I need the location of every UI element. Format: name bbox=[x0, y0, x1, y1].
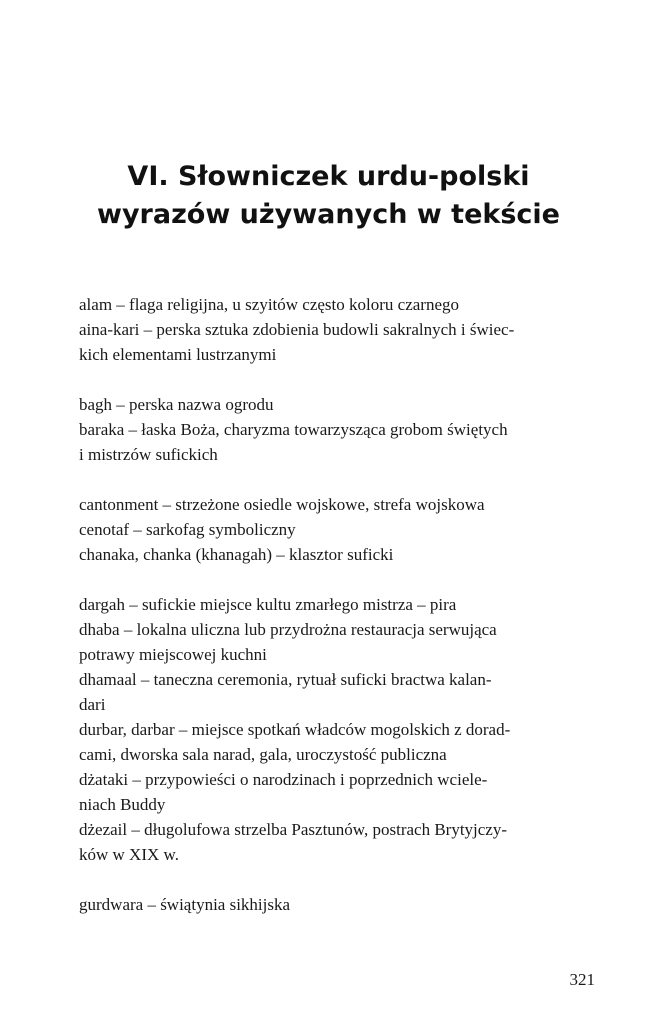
glossary-entry-aina-kari: aina-kari – perska sztuka zdobienia budowli sakralnych i świec- kich elementami lustrzanymi bbox=[79, 320, 515, 364]
glossary-group-a bbox=[79, 292, 595, 367]
chapter-title-line-2: wyrazów używanych w tekście bbox=[97, 199, 560, 230]
page-number: 321 bbox=[569, 970, 595, 989]
glossary-entry-alam: alam – flaga religijna, u szyitów często koloru czarnego bbox=[79, 295, 459, 314]
glossary-entry-dzezail: dżezail – długolufowa strzelba Pasztunów, postrach Brytyjczy- ków w XIX w. bbox=[79, 820, 508, 864]
glossary-entry-baraka: baraka – łaska Boża, charyzma towarzysząca grobom świętych i mistrzów sufickich bbox=[79, 420, 508, 464]
glossary-entry-dhaba: dhaba – lokalna uliczna lub przydrożna restauracja serwująca potrawy miejscowej kuchni bbox=[79, 620, 497, 664]
chapter-title-line-1: VI. Słowniczek urdu-polski bbox=[127, 161, 530, 192]
glossary-group-g bbox=[79, 892, 595, 917]
glossary-entry-bagh: bagh – perska nazwa ogrodu bbox=[79, 395, 274, 414]
glossary-entry-chanaka: chanaka, chanka (khanagah) – klasztor suficki bbox=[79, 545, 394, 564]
glossary-entry-gurdwara: gurdwara – świątynia sikhijska bbox=[79, 895, 291, 914]
glossary-list bbox=[79, 292, 595, 942]
glossary-group-d bbox=[79, 592, 595, 867]
glossary-entry-durbar: durbar, darbar – miejsce spotkań władców mogolskich z dorad- cami, dworska sala narad, gala, uroczystość publiczna bbox=[79, 720, 511, 764]
glossary-entry-dzataki: dżataki – przypowieści o narodzinach i poprzednich wciele- niach Buddy bbox=[79, 770, 488, 814]
glossary-entry-dhamaal: dhamaal – taneczna ceremonia, rytuał suficki bractwa kalan- dari bbox=[79, 670, 492, 714]
chapter-title bbox=[0, 158, 657, 234]
glossary-group-b bbox=[79, 392, 595, 467]
glossary-group-c bbox=[79, 492, 595, 567]
glossary-entry-cantonment: cantonment – strzeżone osiedle wojskowe, strefa wojskowa bbox=[79, 495, 485, 514]
glossary-entry-cenotaf: cenotaf – sarkofag symboliczny bbox=[79, 520, 296, 539]
glossary-entry-dargah: dargah – sufickie miejsce kultu zmarłego mistrza – pira bbox=[79, 595, 457, 614]
